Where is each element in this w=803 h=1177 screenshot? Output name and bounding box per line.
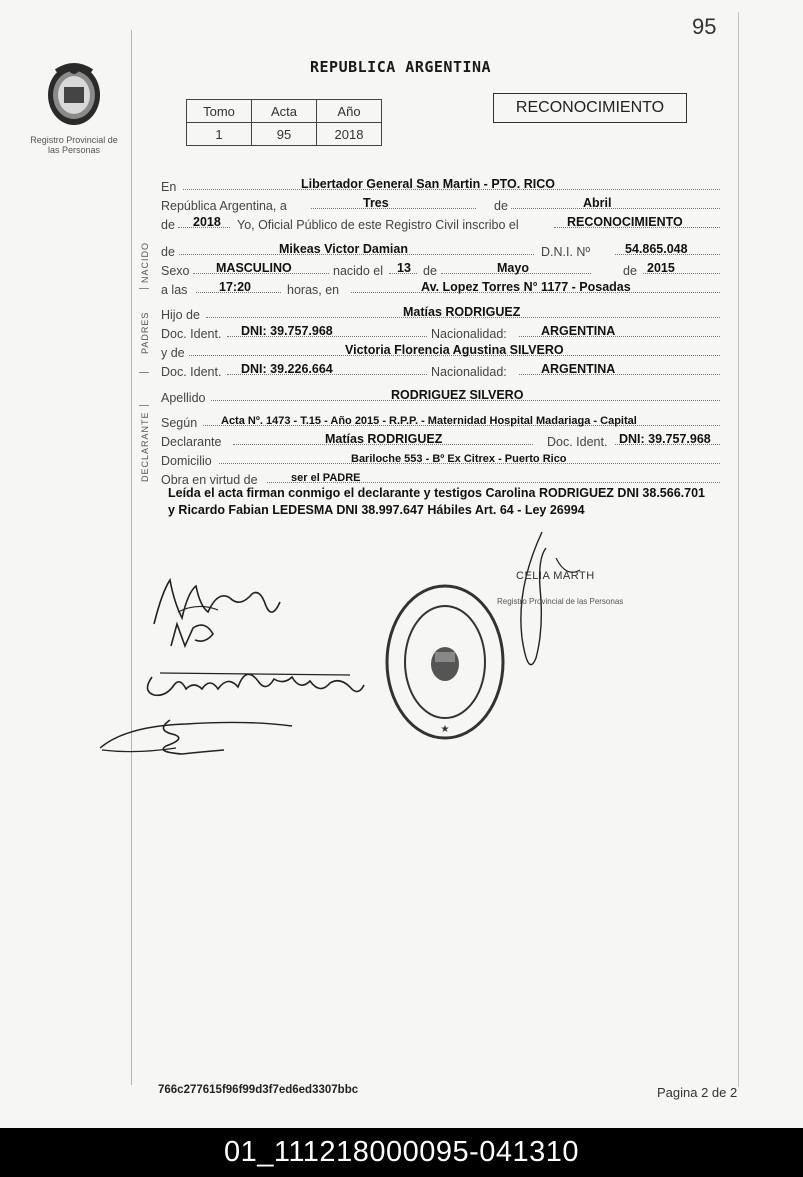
left-margin-line [131, 30, 132, 1085]
label-doc1: Doc. Ident. [161, 327, 222, 341]
barcode-label: 01_111218000095-041310 [0, 1128, 803, 1177]
label-sexo: Sexo [161, 264, 190, 278]
svg-text:★: ★ [440, 724, 450, 735]
closing-paragraph: Leída el acta firman conmigo el declarante y testigos Carolina RODRIGUEZ DNI 38.566.701 y Ricardo Fabian LEDESMA DNI 38.997.647 Hábiles Art. 64 - Ley 26994 [168, 486, 705, 517]
label-de: de [494, 199, 508, 213]
label-de-year: de [161, 218, 175, 232]
value-madre-nac: ARGENTINA [541, 362, 616, 376]
label-declarante: Declarante [161, 435, 222, 449]
value-anio: 2018 [193, 215, 221, 229]
label-dni: D.N.I. Nº [541, 245, 591, 259]
value-dia: Tres [363, 196, 389, 210]
row-madre-doc [161, 360, 720, 379]
value-nac-dia: 13 [397, 261, 411, 275]
label-oficial: Yo, Oficial Público de este Registro Civil inscribo el [237, 218, 519, 232]
signature-witness-1 [140, 655, 370, 710]
row-inscribo [161, 213, 720, 232]
value-nac-anio: 2015 [647, 261, 675, 275]
label-republica: República Argentina, a [161, 199, 287, 213]
label-segun: Según [161, 416, 198, 430]
right-margin-line [738, 12, 739, 1087]
document-hash: 766c277615f96f99d3f7ed6ed3307bbc [158, 1084, 359, 1096]
value-nombre: Mikeas Victor Damian [279, 242, 408, 256]
value-tomo: 1 [187, 123, 252, 146]
signature-initial [165, 618, 225, 652]
label-obra: Obra en virtud de [161, 473, 258, 487]
row-lugar [161, 175, 720, 194]
row-nombre [161, 240, 720, 259]
header-acta: Acta [252, 100, 317, 123]
value-declarante: Matías RODRIGUEZ [325, 432, 443, 446]
document-type-box: RECONOCIMIENTO [493, 93, 687, 123]
value-padre-dni: DNI: 39.757.968 [241, 324, 333, 338]
row-fecha [161, 194, 720, 213]
row-segun [161, 411, 720, 430]
signature-official [496, 528, 636, 688]
header-anio: Año [317, 100, 382, 123]
emblem-caption: Registro Provincial de las Personas [30, 135, 118, 155]
value-hora: 17:20 [219, 280, 251, 294]
label-nac2: Nacionalidad: [431, 365, 507, 379]
official-seal-icon [383, 582, 507, 742]
row-sexo [161, 259, 720, 278]
side-label-declarante: DECLARANTE [140, 411, 150, 482]
value-domicilio: Bariloche 553 - Bº Ex Citrex - Puerto Rico [351, 453, 567, 465]
document-title: REPUBLICA ARGENTINA [310, 58, 492, 76]
value-apellido: RODRIGUEZ SILVERO [391, 388, 524, 402]
label-apellido: Apellido [161, 391, 206, 405]
label-de-nombre: de [161, 245, 175, 259]
header-tomo: Tomo [187, 100, 252, 123]
label-horas: horas, en [287, 283, 340, 297]
official-name: CELIA MARTH [516, 570, 595, 582]
value-padre: Matías RODRIGUEZ [403, 305, 521, 319]
value-declarante-dni: DNI: 39.757.968 [619, 432, 711, 446]
value-padre-nac: ARGENTINA [541, 324, 616, 338]
label-de2: de [423, 264, 437, 278]
value-lugar: Libertador General San Martin - PTO. RICO [301, 177, 555, 191]
side-label-nacido: NACIDO [140, 241, 150, 283]
signature-witness-2 [96, 712, 296, 762]
label-en: En [161, 180, 177, 194]
row-domicilio [161, 449, 720, 468]
page-number: 95 [692, 14, 717, 39]
row-apellido [161, 386, 720, 405]
row-padre [161, 303, 720, 322]
row-padre-doc [161, 322, 720, 341]
label-doc3: Doc. Ident. [547, 435, 608, 449]
pagination-text: Pagina 2 de 2 [657, 1085, 738, 1100]
value-madre-dni: DNI: 39.226.664 [241, 362, 333, 376]
value-tipo: RECONOCIMIENTO [567, 215, 683, 229]
value-mes: Abril [583, 196, 612, 210]
label-de3: de [623, 264, 637, 278]
label-hijo: Hijo de [161, 308, 200, 322]
label-alas: a las [161, 283, 188, 297]
official-office: Registro Provincial de las Personas [497, 597, 624, 606]
row-madre [161, 341, 720, 360]
province-emblem-icon [42, 57, 106, 129]
register-table [186, 99, 382, 146]
value-dni: 54.865.048 [625, 242, 688, 256]
label-nacido: nacido el [333, 264, 384, 278]
row-hora [161, 278, 720, 297]
side-label-padres: PADRES [140, 311, 150, 354]
value-nac-mes: Mayo [497, 261, 529, 275]
label-yde: y de [161, 346, 185, 360]
value-lugar-nac: Av. Lopez Torres N° 1177 - Posadas [421, 280, 631, 294]
value-anio: 2018 [317, 123, 382, 146]
value-acta: 95 [252, 123, 317, 146]
value-obra: ser el PADRE [291, 472, 361, 484]
label-domicilio: Domicilio [161, 454, 212, 468]
row-declarante [161, 430, 720, 449]
value-sexo: MASCULINO [216, 261, 292, 275]
label-nac1: Nacionalidad: [431, 327, 507, 341]
value-madre: Victoria Florencia Agustina SILVERO [345, 343, 564, 357]
value-segun: Acta Nº. 1473 - T.15 - Año 2015 - R.P.P. - Maternidad Hospital Madariaga - Capital [221, 415, 637, 427]
label-doc2: Doc. Ident. [161, 365, 222, 379]
